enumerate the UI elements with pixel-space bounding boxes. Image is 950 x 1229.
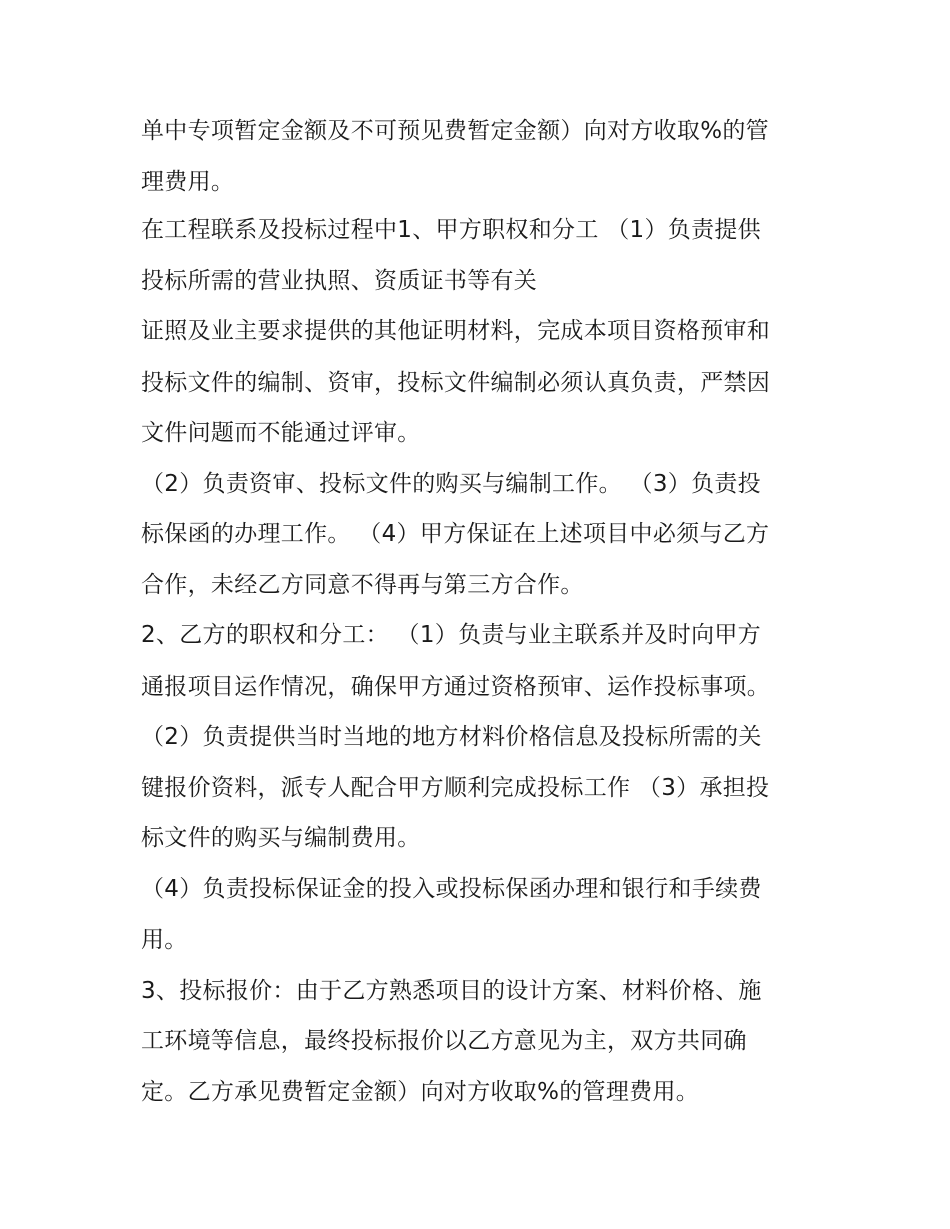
text-line: 投标文件的编制、资审，投标文件编制必须认真负责，严禁因 bbox=[141, 370, 771, 396]
text-line: 理费用。 bbox=[141, 169, 235, 195]
text-line: 工环境等信息，最终投标报价以乙方意见为主，双方共同确 bbox=[141, 1028, 747, 1054]
text-line: 在工程联系及投标过程中1、甲方职权和分工 （1）负责提供 bbox=[141, 217, 761, 243]
text-line: 键报价资料，派专人配合甲方顺利完成投标工作 （3）承担投 bbox=[141, 775, 770, 801]
text-line: 标文件的购买与编制费用。 bbox=[141, 825, 421, 851]
text-line: 证照及业主要求提供的其他证明材料，完成本项目资格预审和 bbox=[141, 318, 771, 344]
text-line: 定。乙方承见费暂定金额）向对方收取%的管理费用。 bbox=[141, 1079, 700, 1105]
text-line: （2）负责资审、投标文件的购买与编制工作。 （3）负责投 bbox=[141, 471, 761, 497]
text-line: 通报项目运作情况，确保甲方通过资格预审、运作投标事项。 bbox=[141, 674, 771, 700]
text-line: 3、投标报价：由于乙方熟悉项目的设计方案、材料价格、施 bbox=[141, 978, 762, 1004]
text-line: 文件问题而不能通过评审。 bbox=[141, 420, 421, 446]
text-line: （2）负责提供当时当地的地方材料价格信息及投标所需的关 bbox=[141, 724, 762, 750]
text-line: 用。 bbox=[141, 927, 188, 953]
text-line: 标保函的办理工作。 （4）甲方保证在上述项目中必须与乙方 bbox=[141, 521, 770, 547]
text-line: 2、乙方的职权和分工： （1）负责与业主联系并及时向甲方 bbox=[141, 622, 761, 648]
text-line: （4）负责投标保证金的投入或投标保函办理和银行和手续费 bbox=[141, 876, 762, 902]
text-line: 单中专项暂定金额及不可预见费暂定金额）向对方收取%的管 bbox=[141, 118, 769, 144]
text-line: 投标所需的营业执照、资质证书等有关 bbox=[141, 268, 538, 294]
text-line: 合作，未经乙方同意不得再与第三方合作。 bbox=[141, 572, 584, 598]
